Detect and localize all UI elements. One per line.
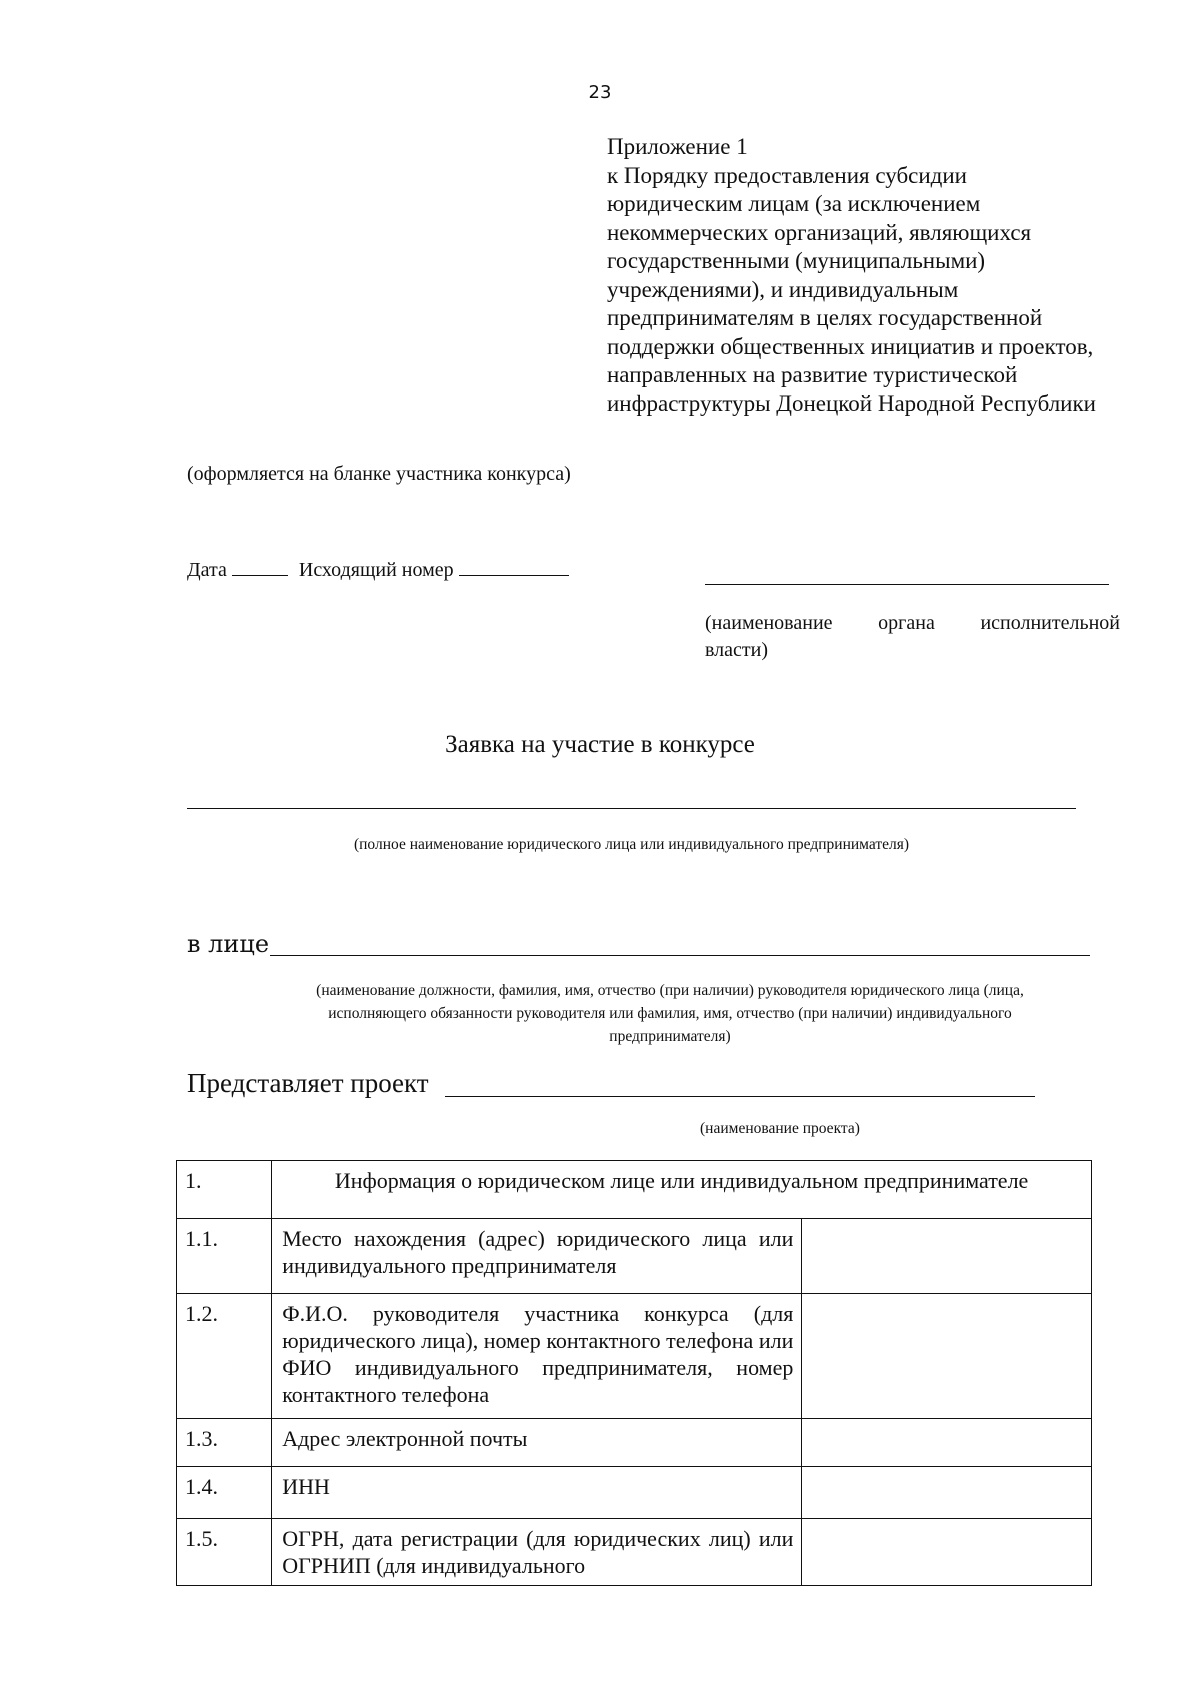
organ-note-word: исполнительной: [980, 612, 1120, 634]
representative-blank[interactable]: [270, 955, 1090, 956]
table-row-number: 1.3.: [177, 1419, 272, 1467]
date-label: Дата: [187, 559, 227, 581]
appendix-line: юридическим лицам (за исключением: [607, 191, 981, 216]
table-row-label: Адрес электронной почты: [272, 1419, 802, 1467]
representative-note: [240, 979, 1100, 1048]
appendix-line: Приложение 1: [607, 134, 748, 159]
table-row-number: 1.4.: [177, 1467, 272, 1519]
representative-note-line: (наименование должности, фамилия, имя, отчество (при наличии) руководителя юридического лица (лица,: [316, 982, 1024, 999]
appendix-line: некоммерческих организаций, являющихся: [607, 219, 1032, 245]
table-row-number: 1.: [177, 1161, 272, 1219]
appendix-line: государственными (муниципальными): [607, 248, 986, 273]
table-row-value-cell[interactable]: [802, 1467, 1092, 1519]
table-row-number: 1.5.: [177, 1519, 272, 1586]
table-row-label: Ф.И.О. руководителя участника конкурса (для юридического лица), номер контактного телефона или ФИО индивидуального предпринимателя, номер контактного телефона: [272, 1294, 802, 1419]
table-row: [177, 1219, 1092, 1294]
date-blank[interactable]: [232, 557, 288, 576]
table-row-value-cell[interactable]: [802, 1219, 1092, 1294]
table-row-label: Место нахождения (адрес) юридического лица или индивидуального предпринимателя: [272, 1219, 802, 1294]
info-table: [176, 1160, 1092, 1586]
representative-note-line: предпринимателя): [609, 1028, 731, 1045]
table-row-value-cell[interactable]: [802, 1419, 1092, 1467]
page-number: 23: [588, 82, 612, 103]
organ-note: [705, 610, 1120, 664]
organ-note-word: органа: [878, 612, 935, 634]
outgoing-number-label: Исходящий номер: [298, 559, 454, 581]
project-name-blank[interactable]: [445, 1096, 1035, 1097]
full-name-note: (полное наименование юридического лица или индивидуального предпринимателя): [353, 836, 910, 853]
project-label: Представляет проект: [187, 1068, 429, 1098]
organ-note-line: власти): [705, 639, 769, 661]
appendix-line: направленных на развитие туристической: [607, 362, 1018, 387]
table-row: [177, 1467, 1092, 1519]
appendix-line: учреждениями), и индивидуальным: [607, 276, 959, 302]
appendix-line: предпринимателям в целях государственной: [607, 305, 1043, 330]
organ-name-blank[interactable]: [705, 584, 1109, 585]
appendix-line: поддержки общественных инициатив и проектов,: [607, 333, 1094, 359]
project-note: (наименование проекта): [700, 1120, 860, 1137]
table-row-number: 1.1.: [177, 1219, 272, 1294]
table-header-row: [177, 1161, 1092, 1219]
appendix-line: к Порядку предоставления субсидии: [607, 162, 967, 188]
full-name-blank[interactable]: [187, 808, 1076, 809]
table-row: [177, 1519, 1092, 1586]
organ-note-word: (наименование: [705, 612, 833, 634]
table-row-label: ИНН: [272, 1467, 802, 1519]
table-row-value-cell[interactable]: [802, 1519, 1092, 1586]
table-row-number: 1.2.: [177, 1294, 272, 1419]
representative-note-line: исполняющего обязанности руководителя или фамилия, имя, отчество (при наличии) индивидуального: [328, 1005, 1012, 1022]
table-header-text: Информация о юридическом лице или индивидуальном предпринимателе: [272, 1161, 1092, 1219]
appendix-heading: [607, 133, 1167, 418]
document-title: Заявка на участие в конкурсе: [445, 731, 755, 758]
date-number-row: [187, 557, 569, 582]
form-note: (оформляется на бланке участника конкурса): [187, 463, 571, 485]
table-row-value-cell[interactable]: [802, 1294, 1092, 1419]
in-person-label: в лице: [187, 930, 270, 958]
table-row-label: ОГРН, дата регистрации (для юридических лиц) или ОГРНИП (для индивидуального: [272, 1519, 802, 1586]
outgoing-number-blank[interactable]: [459, 557, 569, 576]
table-row: [177, 1294, 1092, 1419]
appendix-line: инфраструктуры Донецкой Народной Республики: [607, 390, 1096, 416]
table-row: [177, 1419, 1092, 1467]
